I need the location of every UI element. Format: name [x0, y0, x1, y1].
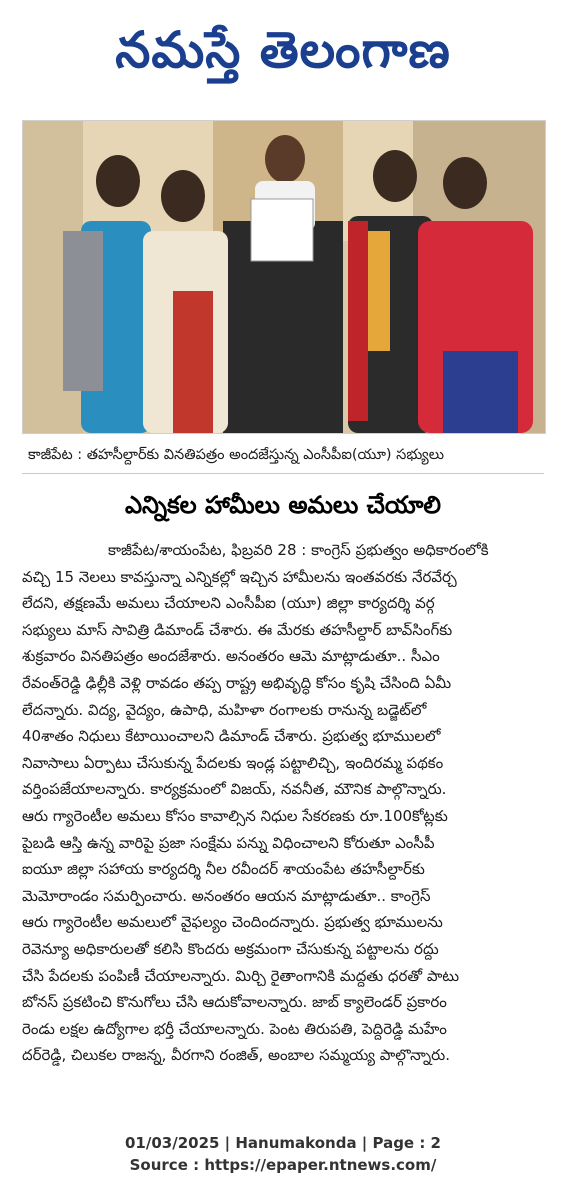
article-body	[22, 537, 549, 1069]
article-line: శుక్రవారం వినతిపత్రం అందజేశారు. అనంతరం ఆమె మాట్లాడుతూ.. సీఎం	[22, 647, 440, 666]
article-line: రేవంత్‌రెడ్డి ఢిల్లీకి వెళ్లి రావడం తప్ప రాష్ట్ర అభివృద్ధి కోసం కృషి చేసింది ఏమీ	[22, 673, 452, 692]
footer-source: Source : https://epaper.ntnews.com/	[129, 1156, 437, 1174]
article-line: నివాసాలు ఏర్పాటు చేసుకున్న పేదలకు ఇండ్ల పట్టాలిచ్చి, ఇందిరమ్మ పథకం	[22, 753, 444, 772]
article-line: ఆరు గ్యారెంటీల అమలులో వైఫల్యం చెందిందన్నారు. ప్రభుత్వ భూములను	[22, 913, 443, 932]
article-line: పైబడి ఆస్తి ఉన్న వారిపై ప్రజా సంక్షేమ పన్ను విధించాలని కోరుతూ ఎంసీపీ	[22, 833, 435, 852]
article-line: సభ్యులు మాస్ సావిత్రి డిమాండ్ చేశారు. ఈ మేరకు తహసీల్దార్ బావ్‌సింగ్‌కు	[22, 620, 453, 639]
article-line: ఆరు గ్యారెంటీల అమలు కోసం కావాల్సిన నిధుల సేకరణకు రూ.100కోట్లకు	[22, 806, 448, 825]
footer-date-page: 01/03/2025 | Hanumakonda | Page : 2	[124, 1134, 441, 1152]
article-line: కాజీపేట/శాయంపేట, ఫిబ్రవరి 28 : కాంగ్రెస్ ప్రభుత్వం అధికారంలోకి	[108, 541, 489, 559]
article-line: రెవెన్యూ అధికారులతో కలిసి కొందరు అక్రమంగా చేసుకున్న పట్టాలను రద్దు	[22, 939, 439, 958]
article-line: వచ్చి 15 నెలలు కావస్తున్నా ఎన్నికల్లో ఇచ్చిన హామీలను ఇంతవరకు నేరవేర్చ	[22, 567, 457, 586]
article-headline: ఎన్నికల హామీలు అమలు చేయాలి	[124, 491, 442, 519]
masthead	[0, 0, 566, 112]
photo-caption: కాజీపేట : తహసీల్దార్‌కు వినతిపత్రం అందజేస్తున్న ఎంసీపీఐ(యూ) సభ్యులు	[22, 436, 544, 474]
article-line: దర్‌రెడ్డి, చిలుకల రాజన్న, వీరగాని రంజిత్, అంబాల సమ్మయ్య పాల్గొన్నారు.	[22, 1046, 451, 1065]
newspaper-title: నమస్తే తెలంగాణ	[115, 20, 451, 79]
article-line: బోనస్ ప్రకటించి కొనుగోలు చేసి ఆదుకోవాలన్నారు. జాబ్ క్యాలెండర్ ప్రకారం	[22, 993, 447, 1012]
news-photo	[22, 120, 546, 434]
article-line: లేదన్నారు. విద్య, వైద్యం, ఉపాధి, మహిళా రంగాలకు రానున్న బడ్జెట్‌లో	[22, 700, 427, 719]
article-line: లేదని, తక్షణమే అమలు చేయాలని ఎంసీపీఐ (యూ) జిల్లా కార్యదర్శి వర్గ	[22, 594, 435, 613]
article-line: ఐయూ జిల్లా సహాయ కార్యదర్శి నీల రవీందర్ శాయంపేట తహసీల్దార్‌కు	[22, 860, 425, 879]
article-line: మెమోరాండం సమర్పించారు. అనంతరం ఆయన మాట్లాడుతూ.. కాంగ్రెస్	[22, 886, 431, 905]
article-line: వర్తింపజేయాలన్నారు. కార్యక్రమంలో విజయ్, నవనీత, మౌనిక పాల్గొన్నారు.	[22, 780, 447, 799]
article-line: 40శాతం నిధులు కేటాయించాలని డిమాండ్ చేశారు. ప్రభుత్వ భూములలో	[22, 727, 441, 746]
article-line: చేసి పేదలకు పంపిణీ చేయాలన్నారు. మిర్చి రైతాంగానికి మద్దతు ధరతో పాటు	[22, 966, 460, 985]
article-line: రెండు లక్షల ఉద్యోగాల భర్తీ చేయాలన్నారు. పెంట తిరుపతి, పెద్దిరెడ్డి మహేం	[22, 1019, 447, 1038]
